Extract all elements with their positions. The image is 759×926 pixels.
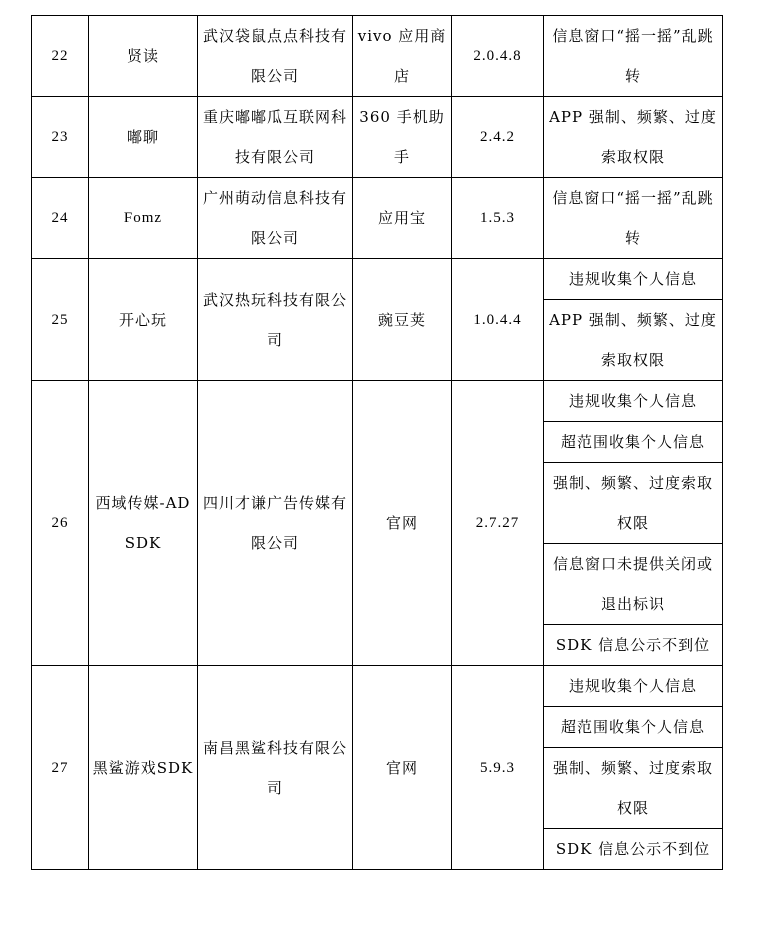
issue-cell: 超范围收集个人信息 xyxy=(544,422,723,463)
company-name: 重庆嘟嘟瓜互联网科技有限公司 xyxy=(198,97,353,178)
table-row xyxy=(32,259,723,300)
app-store: 360 手机助手 xyxy=(353,97,452,178)
app-version: 2.0.4.8 xyxy=(452,16,544,97)
row-number: 27 xyxy=(32,666,89,870)
row-number: 24 xyxy=(32,178,89,259)
app-name: 黑鲨游戏SDK xyxy=(89,666,198,870)
app-version: 1.5.3 xyxy=(452,178,544,259)
issue-cell: 信息窗口未提供关闭或退出标识 xyxy=(544,544,723,625)
issue-cell: 违规收集个人信息 xyxy=(544,666,723,707)
issue-cell: 信息窗口“摇一摇”乱跳转 xyxy=(544,16,723,97)
company-name: 南昌黑鲨科技有限公司 xyxy=(198,666,353,870)
row-number: 22 xyxy=(32,16,89,97)
app-version: 5.9.3 xyxy=(452,666,544,870)
app-version: 1.0.4.4 xyxy=(452,259,544,381)
table-row xyxy=(32,178,723,259)
company-name: 武汉热玩科技有限公司 xyxy=(198,259,353,381)
issue-cell: APP 强制、频繁、过度索取权限 xyxy=(544,97,723,178)
app-store: 应用宝 xyxy=(353,178,452,259)
app-name: 西域传媒-ADSDK xyxy=(89,381,198,666)
table-row xyxy=(32,381,723,422)
app-name: 开心玩 xyxy=(89,259,198,381)
company-name: 武汉袋鼠点点科技有限公司 xyxy=(198,16,353,97)
app-version: 2.7.27 xyxy=(452,381,544,666)
app-name: Fomz xyxy=(89,178,198,259)
issue-cell: SDK 信息公示不到位 xyxy=(544,625,723,666)
row-number: 25 xyxy=(32,259,89,381)
issue-cell: 违规收集个人信息 xyxy=(544,381,723,422)
issue-cell: 强制、频繁、过度索取权限 xyxy=(544,463,723,544)
issue-cell: 超范围收集个人信息 xyxy=(544,707,723,748)
table-row xyxy=(32,16,723,97)
app-store: 官网 xyxy=(353,381,452,666)
row-number: 23 xyxy=(32,97,89,178)
app-store: vivo 应用商店 xyxy=(353,16,452,97)
issue-cell: 强制、频繁、过度索取权限 xyxy=(544,748,723,829)
company-name: 广州萌动信息科技有限公司 xyxy=(198,178,353,259)
issue-cell: SDK 信息公示不到位 xyxy=(544,829,723,870)
app-version: 2.4.2 xyxy=(452,97,544,178)
issue-cell: APP 强制、频繁、过度索取权限 xyxy=(544,300,723,381)
app-name: 嘟聊 xyxy=(89,97,198,178)
issue-cell: 信息窗口“摇一摇”乱跳转 xyxy=(544,178,723,259)
app-store: 豌豆荚 xyxy=(353,259,452,381)
row-number: 26 xyxy=(32,381,89,666)
table-row xyxy=(32,666,723,707)
table-row xyxy=(32,97,723,178)
issue-cell: 违规收集个人信息 xyxy=(544,259,723,300)
app-name: 贤读 xyxy=(89,16,198,97)
company-name: 四川才谦广告传媒有限公司 xyxy=(198,381,353,666)
app-store: 官网 xyxy=(353,666,452,870)
app-report-table xyxy=(31,15,723,870)
